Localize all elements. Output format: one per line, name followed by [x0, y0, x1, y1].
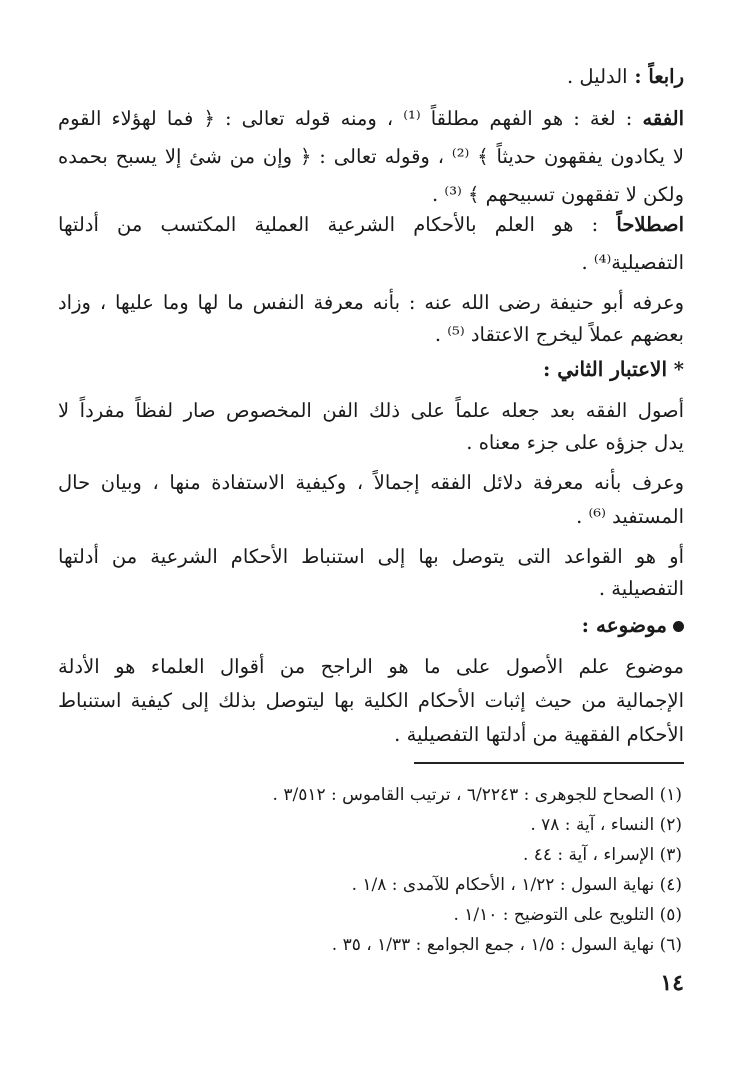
text-line: التفصيلية⁽⁴⁾ . — [581, 251, 684, 274]
footnote-1: (١) الصحاح للجوهرى : ٦/٢٢٤٣ ، ترتيب القاموس : ٣/٥١٢ . — [272, 785, 682, 805]
text-line: بعضهم عملاً ليخرج الاعتقاد ⁽⁵⁾ . — [434, 323, 684, 346]
section-label: رابعاً : — [627, 65, 684, 88]
line-istilahan — [58, 206, 684, 244]
page-number: ١٤ — [660, 970, 684, 996]
heading-text: موضوعه : — [581, 613, 667, 637]
text-line: أو هو القواعد التى يتوصل بها إلى استنباط الأحكام الشرعية من أدلتها — [58, 545, 684, 568]
text-line: لا يكادون يفقهون حديثاً ﴾ ⁽²⁾ ، وقوله تعالى : ﴿ وإن من شئ إلا يسبح بحمده — [58, 145, 684, 168]
text-line: الإجمالية من حيث إثبات الأحكام الكلية بها ليتوصل بذلك إلى كيفية استنباط — [58, 689, 684, 712]
footnote-2: (٢) النساء ، آية : ٧٨ . — [530, 815, 682, 835]
text-line: موضوع علم الأصول على ما هو الراجح من أقوال العلماء هو الأدلة — [58, 655, 684, 678]
term-istilahan: اصطلاحاً — [616, 213, 684, 236]
text-line: يدل جزؤه على جزء معناه . — [466, 431, 684, 454]
text-line: وعرفه أبو حنيفة رضى الله عنه : بأنه معرفة النفس ما لها وما عليها ، وزاد — [58, 291, 684, 314]
text-line: ولكن لا تفقهون تسبيحهم ﴾ ⁽³⁾ . — [432, 183, 684, 206]
text-line: المستفيد ⁽⁶⁾ . — [576, 505, 684, 528]
line-fiqh-lang — [58, 100, 684, 138]
heading-text: الاعتبار الثاني : — [542, 357, 667, 381]
footnote-separator — [414, 762, 684, 764]
star-icon: * — [667, 358, 684, 381]
text-line: أصول الفقه بعد جعله علماً على ذلك الفن المخصوص صار لفظاً مفرداً لا — [58, 399, 684, 422]
footnote-5: (٥) التلويح على التوضيح : ١/١٠ . — [453, 905, 682, 925]
istilahan-text: : هو العلم بالأحكام الشرعية العملية المكتسب من أدلتها — [58, 213, 617, 236]
fiqh-lang-text: : لغة : هو الفهم مطلقاً ⁽¹⁾ ، ومنه قوله تعالى : ﴿ فما لهؤلاء القوم — [58, 107, 643, 130]
heading-subject — [58, 606, 684, 644]
heading-second-consideration — [58, 350, 684, 388]
footnote-3: (٣) الإسراء ، آية : ٤٤ . — [522, 845, 682, 865]
section-text: الدليل . — [567, 65, 628, 88]
text-line: الأحكام الفقهية من أدلتها التفصيلية . — [394, 723, 684, 746]
bullet-icon — [673, 621, 684, 632]
footnote-6: (٦) نهاية السول : ١/٥ ، جمع الجوامع : ١/٣٣ ، ٣٥ . — [331, 935, 682, 955]
text-line: التفصيلية . — [598, 577, 684, 600]
footnote-4: (٤) نهاية السول : ١/٢٢ ، الأحكام للآمدى : ١/٨ . — [351, 875, 682, 895]
line-section-four — [58, 58, 684, 96]
term-fiqh: الفقه — [642, 107, 684, 130]
text-line: وعرف بأنه معرفة دلائل الفقه إجمالاً ، وكيفية الاستفادة منها ، وبيان حال — [58, 471, 684, 494]
